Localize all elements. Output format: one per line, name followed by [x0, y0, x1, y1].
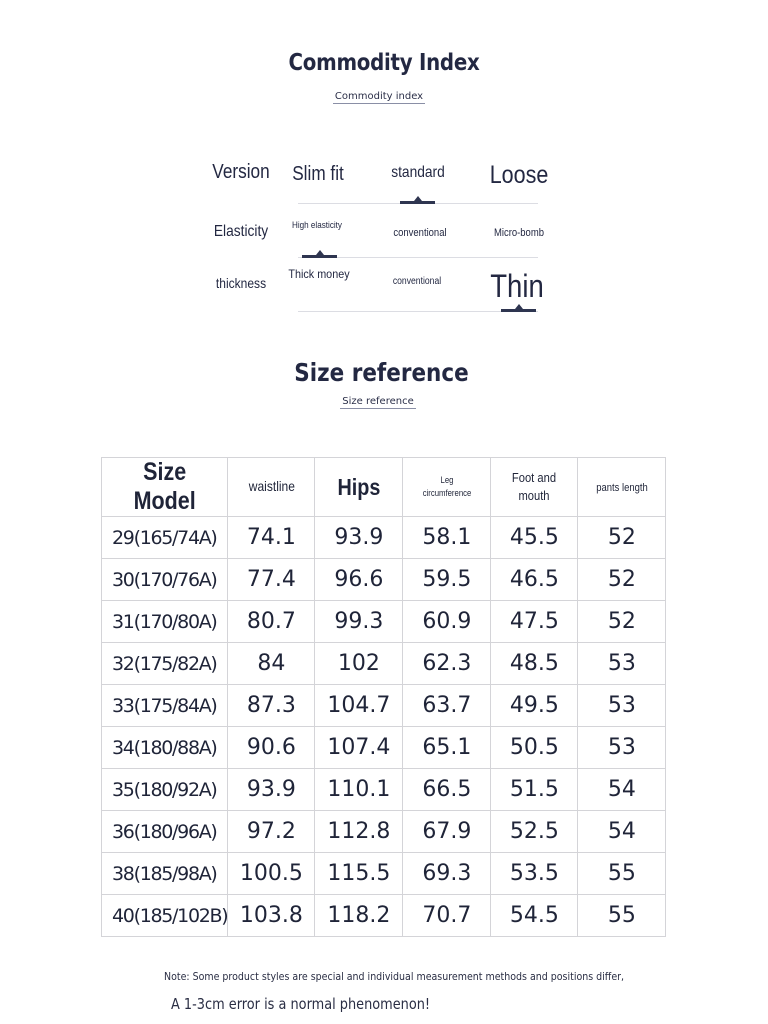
measurement-cell: 46.5 [491, 559, 578, 601]
header-pants-length-text: pants length [596, 482, 648, 494]
measurement-cell: 52 [578, 517, 666, 559]
size-table-body [102, 517, 666, 937]
commodity-index-subtitle [0, 91, 758, 102]
measurement-cell: 51.5 [491, 769, 578, 811]
measurement-cell: 58.1 [403, 517, 491, 559]
elasticity-option-micro-bomb: Micro-bomb [494, 227, 544, 239]
table-row [102, 601, 666, 643]
thickness-label: thickness [215, 275, 267, 291]
note-measurement: Note: Some product styles are special and individual measurement methods and positions differ, [164, 970, 625, 983]
size-reference-subtitle [0, 396, 756, 407]
version-option-slim-fit: Slim fit [292, 163, 344, 185]
header-size-model [102, 458, 228, 517]
table-row [102, 853, 666, 895]
version-option-loose: Loose [489, 161, 549, 189]
measurement-cell: 93.9 [315, 517, 403, 559]
size-model-cell: 32(175/82A) [102, 643, 228, 685]
size-model-cell: 36(180/96A) [102, 811, 228, 853]
measurement-cell: 69.3 [403, 853, 491, 895]
table-row [102, 727, 666, 769]
measurement-cell: 55 [578, 895, 666, 937]
measurement-cell: 53.5 [491, 853, 578, 895]
table-row [102, 559, 666, 601]
commodity-index-title: Commodity Index [288, 50, 480, 76]
header-waistline-text: waistline [248, 478, 295, 494]
measurement-cell: 103.8 [228, 895, 315, 937]
header-pants-length [578, 458, 666, 517]
measurement-cell: 53 [578, 643, 666, 685]
header-foot-and-mouth [491, 458, 578, 517]
size-model-cell: 30(170/76A) [102, 559, 228, 601]
measurement-cell: 53 [578, 727, 666, 769]
elasticity-label: Elasticity [213, 223, 269, 240]
measurement-cell: 99.3 [315, 601, 403, 643]
measurement-cell: 102 [315, 643, 403, 685]
note-error-tolerance: A 1-3cm error is a normal phenomenon! [171, 995, 431, 1013]
measurement-cell: 80.7 [228, 601, 315, 643]
table-row [102, 643, 666, 685]
header-hips [315, 458, 403, 517]
measurement-cell: 59.5 [403, 559, 491, 601]
size-table-header-row [102, 458, 666, 517]
commodity-index-subtitle-text: Commodity index [334, 91, 424, 102]
measurement-cell: 66.5 [403, 769, 491, 811]
measurement-cell: 110.1 [315, 769, 403, 811]
size-table [101, 457, 666, 937]
size-model-cell: 29(165/74A) [102, 517, 228, 559]
measurement-cell: 52 [578, 601, 666, 643]
measurement-cell: 54.5 [491, 895, 578, 937]
size-model-cell: 35(180/92A) [102, 769, 228, 811]
size-reference-title: Size reference [294, 358, 469, 387]
version-selected-marker [400, 201, 435, 204]
measurement-cell: 84 [228, 643, 315, 685]
measurement-cell: 90.6 [228, 727, 315, 769]
thickness-option-thick: Thick money [288, 267, 350, 281]
measurement-cell: 67.9 [403, 811, 491, 853]
table-row [102, 685, 666, 727]
elasticity-option-high: High elasticity [292, 220, 342, 230]
size-model-cell: 40(185/102B) [102, 895, 228, 937]
measurement-cell: 52 [578, 559, 666, 601]
thickness-option-conventional: conventional [392, 276, 442, 287]
size-model-cell: 31(170/80A) [102, 601, 228, 643]
measurement-cell: 63.7 [403, 685, 491, 727]
version-option-standard: standard [391, 164, 445, 181]
thickness-selected-marker [501, 309, 536, 312]
header-leg-circumference [403, 458, 491, 517]
measurement-cell: 54 [578, 811, 666, 853]
measurement-cell: 118.2 [315, 895, 403, 937]
measurement-cell: 70.7 [403, 895, 491, 937]
header-hips-text: Hips [337, 473, 381, 500]
measurement-cell: 45.5 [491, 517, 578, 559]
measurement-cell: 49.5 [491, 685, 578, 727]
size-model-cell: 34(180/88A) [102, 727, 228, 769]
measurement-cell: 93.9 [228, 769, 315, 811]
measurement-cell: 115.5 [315, 853, 403, 895]
header-size-model-text: Size Model [133, 458, 196, 515]
measurement-cell: 77.4 [228, 559, 315, 601]
thickness-option-thin: Thin [490, 268, 544, 304]
measurement-cell: 62.3 [403, 643, 491, 685]
measurement-cell: 52.5 [491, 811, 578, 853]
measurement-cell: 65.1 [403, 727, 491, 769]
table-row [102, 811, 666, 853]
measurement-cell: 48.5 [491, 643, 578, 685]
elasticity-selected-marker [302, 255, 337, 258]
header-waistline [228, 458, 315, 517]
table-row [102, 895, 666, 937]
table-row [102, 517, 666, 559]
measurement-cell: 112.8 [315, 811, 403, 853]
measurement-cell: 60.9 [403, 601, 491, 643]
measurement-cell: 100.5 [228, 853, 315, 895]
measurement-cell: 54 [578, 769, 666, 811]
version-label: Version [212, 161, 270, 183]
header-leg-circumference-text: Leg circumference [422, 474, 472, 498]
measurement-cell: 74.1 [228, 517, 315, 559]
header-foot-and-mouth-text: Foot and mouth [512, 470, 557, 503]
measurement-cell: 97.2 [228, 811, 315, 853]
measurement-cell: 53 [578, 685, 666, 727]
measurement-cell: 104.7 [315, 685, 403, 727]
size-model-cell: 38(185/98A) [102, 853, 228, 895]
elasticity-option-conventional: conventional [393, 227, 447, 239]
measurement-cell: 87.3 [228, 685, 315, 727]
table-row [102, 769, 666, 811]
measurement-cell: 96.6 [315, 559, 403, 601]
measurement-cell: 47.5 [491, 601, 578, 643]
size-reference-subtitle-text: Size reference [342, 396, 414, 407]
measurement-cell: 55 [578, 853, 666, 895]
measurement-cell: 107.4 [315, 727, 403, 769]
size-model-cell: 33(175/84A) [102, 685, 228, 727]
measurement-cell: 50.5 [491, 727, 578, 769]
